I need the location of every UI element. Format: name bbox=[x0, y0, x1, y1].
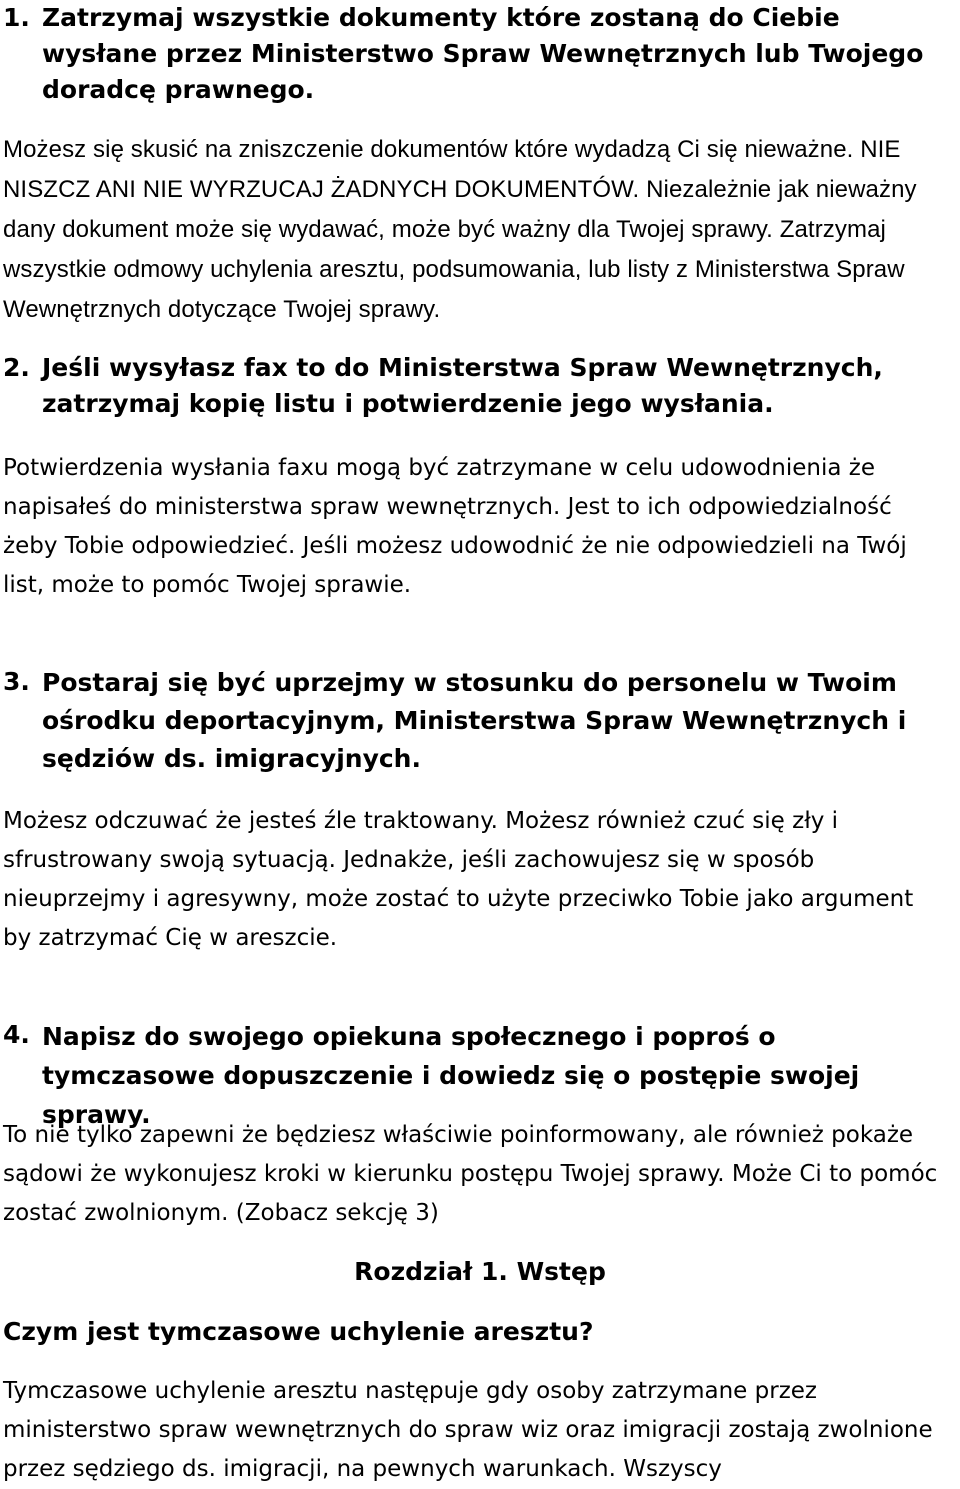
intro-text: Tymczasowe uchylenie aresztu następuje gdy osoby zatrzymane przez ministerstwo spraw wewnętrznych do spraw wiz oraz imigracji zostają zwolnione przez sędziego ds. imigracji, na pewnych warunkach. Wszyscy bbox=[3, 1378, 933, 1482]
section-1-heading: Zatrzymaj wszystkie dokumenty które zostaną do Ciebie wysłane przez Ministerstwo Spraw Wewnętrznych lub Twojego doradcę prawnego. bbox=[42, 3, 924, 104]
section-4-text bbox=[3, 1115, 948, 1233]
question-heading: Czym jest tymczasowe uchylenie aresztu? bbox=[3, 1317, 594, 1346]
section-3-text-b: Możesz odczuwać że jesteś źle traktowany. Możesz również czuć się zły i sfrustrowany swoją sytuacją. Jednakże, jeśli zachowujesz się w sposób nieuprzejmy i agresywny, może zostać to użyte przeciwko Tobie jako argument by zatrzymać Cię w areszcie. bbox=[3, 808, 914, 951]
section-3-number: 3. bbox=[3, 667, 30, 696]
section-1-text bbox=[3, 130, 948, 330]
section-2-number: 2. bbox=[3, 353, 30, 382]
section-1-text-a: Możesz się skusić na zniszczenie dokumentów które wydadzą Ci się nieważne. NIE NISZCZ ANI NIE WYRZUCAJ ŻADNYCH DOKUMENTÓW. Niezależnie jak nieważny dany dokument może się wydawać, może być ważny dla Twojej sprawy. Zatrzymaj wszystkie odmowy uchylenia aresztu, podsumowania, lub listy z Ministerstwa Spraw Wewnętrznych dotyczące Twojej sprawy. bbox=[3, 136, 917, 323]
section-4-heading: Napisz do swojego opiekuna społecznego i poproś o tymczasowe dopuszczenie i dowiedz się o postępie swojej sprawy. bbox=[42, 1022, 860, 1129]
section-2-text-b: Potwierdzenia wysłania faxu mogą być zatrzymane w celu udowodnienia że napisałeś do ministerstwa spraw wewnętrznych. Jest to ich odpowiedzialność żeby Tobie odpowiedzieć. Jeśli możesz udowodnić że nie odpowiedzieli na Twój list, może to pomóc Twojej sprawie. bbox=[3, 455, 907, 598]
section-1-number: 1. bbox=[3, 3, 30, 32]
section-2-text bbox=[3, 448, 948, 605]
section-3-text bbox=[3, 801, 948, 958]
section-4-text-b: To nie tylko zapewni że będziesz właściwie poinformowany, ale również pokaże sądowi że wykonujesz kroki w kierunku postępu Twojej sprawy. Może Ci to pomóc zostać zwolnionym. (Zobacz sekcję 3) bbox=[3, 1122, 938, 1226]
section-2-heading: Jeśli wysyłasz fax to do Ministerstwa Spraw Wewnętrznych, zatrzymaj kopię listu i potwierdzenie jego wysłania. bbox=[42, 353, 883, 418]
chapter-title: Rozdział 1. Wstęp bbox=[354, 1257, 606, 1286]
section-4-number: 4. bbox=[3, 1020, 30, 1049]
section-3-heading: Postaraj się być uprzejmy w stosunku do personelu w Twoim ośrodku deportacyjnym, Ministerstwa Spraw Wewnętrznych i sędziów ds. imigracyjnych. bbox=[42, 668, 907, 773]
